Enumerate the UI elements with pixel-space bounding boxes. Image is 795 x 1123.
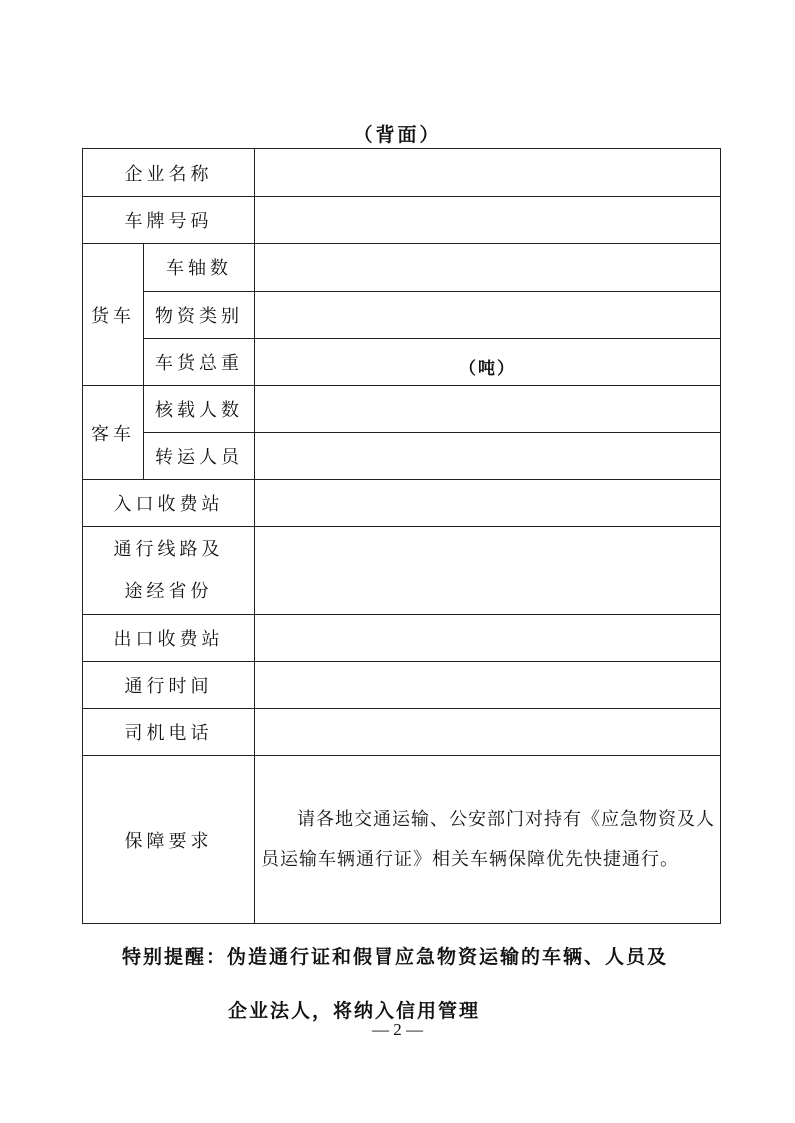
exit-station-field[interactable] — [255, 614, 721, 661]
gross-weight-label: 车货总重 — [144, 338, 255, 385]
pass-time-field[interactable] — [255, 661, 721, 708]
row-transfer-personnel — [83, 433, 721, 480]
driver-phone-label: 司机电话 — [83, 709, 255, 756]
row-pass-time — [83, 661, 721, 708]
notice-line-1: 特别提醒：伪造通行证和假冒应急物资运输的车辆、人员及 — [122, 946, 669, 968]
axle-count-field[interactable] — [255, 244, 721, 291]
company-name-field[interactable] — [255, 149, 721, 197]
plate-number-label: 车牌号码 — [83, 197, 255, 244]
entry-station-field[interactable] — [255, 480, 721, 527]
route-label-line2: 途经省份 — [124, 580, 213, 602]
exit-station-label: 出口收费站 — [83, 614, 255, 661]
seat-count-field[interactable] — [255, 385, 721, 432]
guarantee-text: 请各地交通运输、公安部门对持有《应急物资及人员运输车辆通行证》相关车辆保障优先快捷通行。 — [255, 756, 721, 924]
driver-phone-field[interactable] — [255, 709, 721, 756]
row-gross-weight — [83, 338, 721, 385]
page-number: — 2 — — [372, 1020, 423, 1039]
permit-form-table — [82, 148, 721, 924]
company-name-label: 企业名称 — [83, 149, 255, 197]
seat-count-label: 核载人数 — [144, 385, 255, 432]
row-axle-count — [83, 244, 721, 291]
goods-category-label: 物资类别 — [144, 291, 255, 338]
gross-weight-field[interactable] — [255, 338, 721, 385]
row-plate-number — [83, 197, 721, 244]
page-heading: （背面） — [353, 124, 442, 146]
axle-count-label: 车轴数 — [144, 244, 255, 291]
route-label-line1: 通行线路及 — [113, 538, 224, 560]
row-goods-category — [83, 291, 721, 338]
row-exit-station — [83, 614, 721, 661]
entry-station-label: 入口收费站 — [83, 480, 255, 527]
row-guarantee — [83, 756, 721, 924]
row-seat-count — [83, 385, 721, 432]
row-company-name — [83, 149, 721, 197]
row-route — [83, 527, 721, 614]
transfer-personnel-field[interactable] — [255, 433, 721, 480]
row-driver-phone — [83, 709, 721, 756]
pass-time-label: 通行时间 — [83, 661, 255, 708]
plate-number-field[interactable] — [255, 197, 721, 244]
goods-category-field[interactable] — [255, 291, 721, 338]
bus-group-label: 客车 — [83, 385, 144, 479]
guarantee-label: 保障要求 — [83, 756, 255, 924]
row-entry-station — [83, 480, 721, 527]
transfer-personnel-label: 转运人员 — [144, 433, 255, 480]
route-field[interactable] — [255, 527, 721, 614]
weight-unit: （吨） — [459, 359, 516, 380]
truck-group-label: 货车 — [83, 244, 144, 386]
notice-line-2: 企业法人，将纳入信用管理 — [228, 1000, 481, 1022]
route-label — [83, 527, 255, 614]
